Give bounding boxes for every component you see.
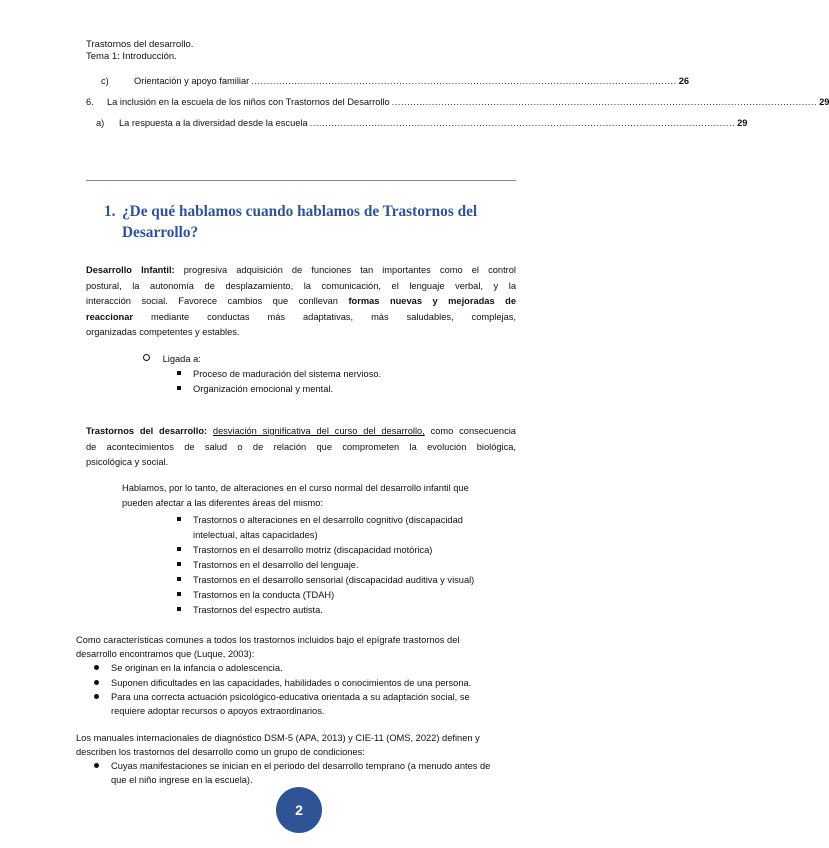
- list-item-continuation: requiere adoptar recursos o apoyos extraordinarios.: [111, 706, 325, 716]
- page-number-badge: 2: [276, 787, 322, 833]
- toc-entry[interactable]: [86, 76, 690, 90]
- running-header-subtitle: Tema 1: Introducción.: [86, 51, 177, 62]
- toc-leader: ..........................................................................................................................................: [309, 118, 736, 128]
- bullet-icon: [94, 680, 99, 685]
- text: organizadas competentes y estables: [86, 327, 237, 338]
- emphasis: reaccionar: [86, 311, 134, 322]
- list-text: Proceso de maduración del sistema nervioso.: [193, 369, 382, 379]
- bullet-icon: [94, 694, 99, 699]
- list-text: Cuyas manifestaciones se inician en el periodo del desarrollo temprano (a menudo antes de: [111, 761, 491, 771]
- square-bullet-icon: [177, 371, 181, 375]
- term-desarrollo-infantil: Desarrollo Infantil:: [86, 265, 175, 275]
- toc-number: a): [96, 118, 105, 128]
- list-item: [177, 513, 463, 529]
- square-bullet-icon: [177, 577, 181, 581]
- text: mediante conductas más adaptativas, más saludables, complejas,: [133, 311, 516, 322]
- paragraph-line: desarrollo encontramos que (Luque, 2003):: [76, 649, 255, 659]
- toc-page: 29: [819, 97, 829, 107]
- list-item: [177, 603, 323, 619]
- emphasis: formas nuevas y mejoradas de: [348, 296, 516, 307]
- toc-leader: ..........................................................................................................................................: [391, 97, 818, 107]
- square-bullet-icon: [177, 517, 181, 521]
- list-item: [177, 367, 381, 383]
- list-item: [143, 352, 201, 368]
- toc-text: La respuesta a la diversidad desde la escuela: [119, 118, 308, 128]
- paragraph-line: Hablamos, por lo tanto, de alteraciones en el curso normal del desarrollo infantil que: [122, 483, 469, 493]
- circle-bullet-icon: [143, 354, 150, 361]
- toc-number: c): [101, 76, 109, 86]
- toc-number: 6.: [86, 97, 94, 107]
- heading-line-1: ¿De qué hablamos cuando hablamos de Trastornos del: [122, 203, 478, 220]
- section-divider: [86, 180, 516, 181]
- toc-page: 29: [737, 118, 748, 128]
- list-item: [177, 382, 333, 398]
- heading-line-2: Desarrollo?: [122, 224, 199, 241]
- toc-page: 26: [678, 76, 690, 86]
- toc-leader: ..........................................................................................................................................: [251, 76, 677, 86]
- toc-entry[interactable]: [86, 97, 829, 111]
- square-bullet-icon: [177, 592, 181, 596]
- list-item: [177, 573, 474, 589]
- list-text: Trastornos en el desarrollo sensorial (discapacidad auditiva y visual): [193, 575, 475, 585]
- running-header-title: Trastornos del desarrollo.: [86, 39, 194, 50]
- paragraph-line: pueden afectar a las diferentes áreas del mismo:: [122, 498, 324, 508]
- text: progresiva adquisición de funciones tan importantes como el control: [174, 265, 516, 275]
- paragraph-line: describen los trastornos del desarrollo como un grupo de condiciones:: [76, 747, 365, 757]
- list-text: Organización emocional y mental.: [193, 384, 334, 394]
- list-item: [177, 588, 334, 604]
- text: .: [236, 327, 240, 338]
- toc-text: Orientación y apoyo familiar: [134, 76, 250, 86]
- toc-entry[interactable]: [86, 118, 748, 132]
- list-item: [94, 661, 283, 677]
- square-bullet-icon: [177, 386, 181, 390]
- list-item-continuation: que el niño ingrese en la escuela).: [111, 775, 253, 785]
- heading-number: 1.: [104, 203, 116, 220]
- text: psicológica y social.: [86, 457, 169, 468]
- list-text: Trastornos o alteraciones en el desarrollo cognitivo (discapacidad: [193, 515, 463, 525]
- square-bullet-icon: [177, 607, 181, 611]
- list-text: Se originan en la infancia o adolescencia.: [111, 663, 283, 673]
- text: postural, la autonomía de desplazamiento, la comunicación, el lenguaje verbal, y la: [86, 280, 516, 291]
- list-text: Trastornos en el desarrollo del lenguaje.: [193, 560, 359, 570]
- text: como consecuencia: [424, 426, 516, 436]
- definition-desarrollo-infantil: [86, 263, 516, 341]
- list-item: [177, 543, 432, 559]
- paragraph-line: Como características comunes a todos los trastornos incluidos bajo el epígrafe trastornos del: [76, 635, 460, 645]
- list-item: [177, 558, 359, 574]
- list-text: Trastornos del espectro autista.: [193, 605, 323, 615]
- square-bullet-icon: [177, 547, 181, 551]
- paragraph-line: Los manuales internacionales de diagnóstico DSM-5 (APA, 2013) y CIE-11 (OMS, 2022) definen y: [76, 733, 480, 743]
- bullet-icon: [94, 763, 99, 768]
- text: interacción social. Favorece cambios que conllevan: [86, 296, 349, 307]
- text: de acontecimientos de salud o de relación que comprometen la evolución biológica,: [86, 441, 516, 452]
- bullet-icon: [94, 665, 99, 670]
- list-item-continuation: intelectual, altas capacidades): [193, 530, 318, 540]
- list-text: Trastornos en el desarrollo motriz (discapacidad motórica): [193, 545, 433, 555]
- list-text: Suponen dificultades en las capacidades, habilidades o conocimientos de una persona.: [111, 678, 472, 688]
- definition-trastornos: [86, 424, 516, 471]
- term-trastornos: Trastornos del desarrollo:: [86, 426, 208, 436]
- toc-text: La inclusión en la escuela de los niños con Trastornos del Desarrollo: [107, 97, 390, 107]
- underlined-text: desviación significativa del curso del desarrollo,: [212, 426, 425, 436]
- section-heading: [104, 201, 504, 243]
- square-bullet-icon: [177, 562, 181, 566]
- list-text: Para una correcta actuación psicológico-educativa orientada a su adaptación social, se: [111, 692, 470, 702]
- list-text: Trastornos en la conducta (TDAH): [193, 590, 335, 600]
- list-label: Ligada a:: [162, 354, 201, 364]
